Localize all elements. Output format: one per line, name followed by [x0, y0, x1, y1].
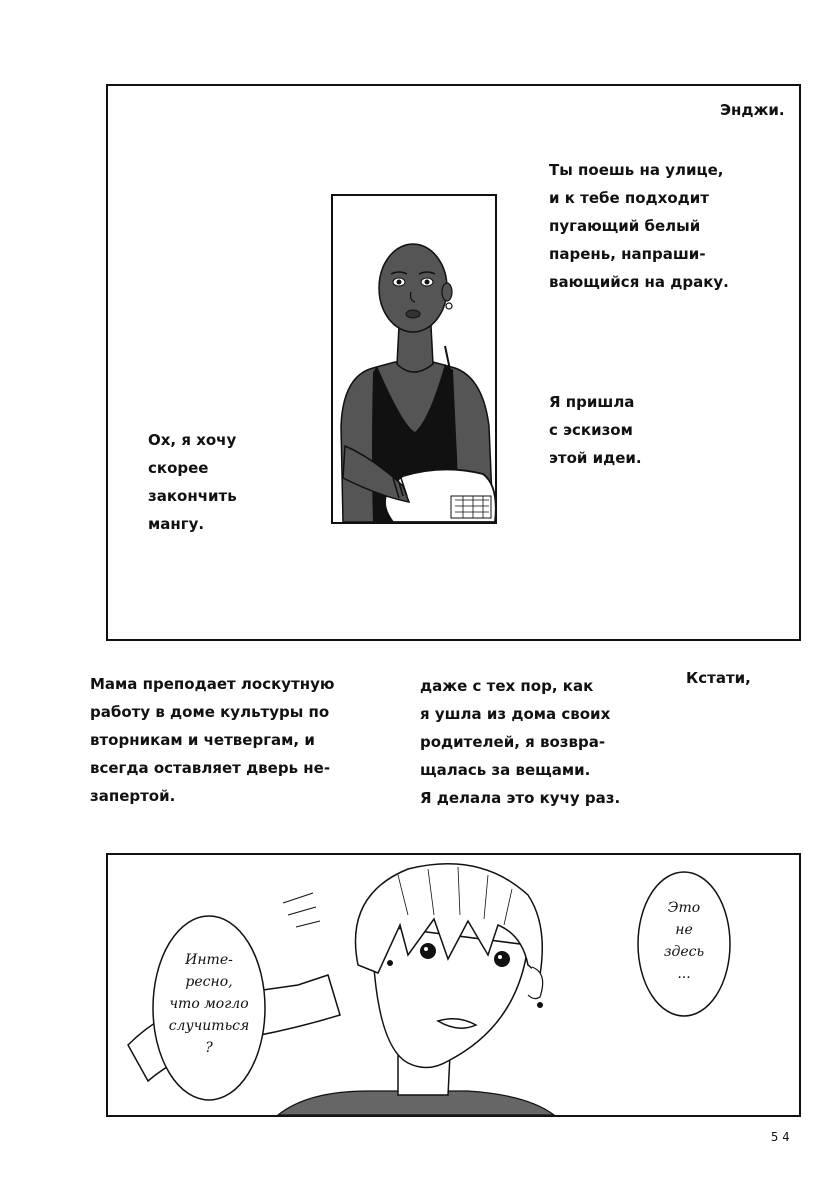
narration-left: Мама преподает лоскутную работу в доме культуры по вторникам и четвергам, и всегда оставляет дверь не- запертой. [90, 675, 335, 805]
inset-portrait-panel [331, 194, 497, 524]
speech-bubble-right [634, 869, 734, 1019]
bubble-right-text: Это не здесь ... [663, 900, 705, 982]
page-number: 54 [771, 1130, 794, 1144]
caption-right-lower: Я пришла с эскизом этой идеи. [549, 393, 642, 467]
narration-right: Кстати, [686, 669, 751, 687]
narration-middle: даже с тех пор, как я ушла из дома своих родителей, я возвра- щалась за вещами. Я делала это кучу раз. [420, 677, 621, 807]
name-caption: Энджи. [720, 101, 785, 119]
speech-bubble-left [150, 913, 268, 1103]
caption-right: Ты поешь на улице, и к тебе подходит пугающий белый парень, напраши- вающийся на драку. [549, 161, 729, 291]
guitarist-illustration [333, 196, 495, 522]
caption-left: Ох, я хочу скорее закончить мангу. [148, 431, 237, 533]
bubble-left-text: Инте- ресно, что могло случиться ? [168, 952, 250, 1056]
bottom-panel [106, 853, 801, 1117]
